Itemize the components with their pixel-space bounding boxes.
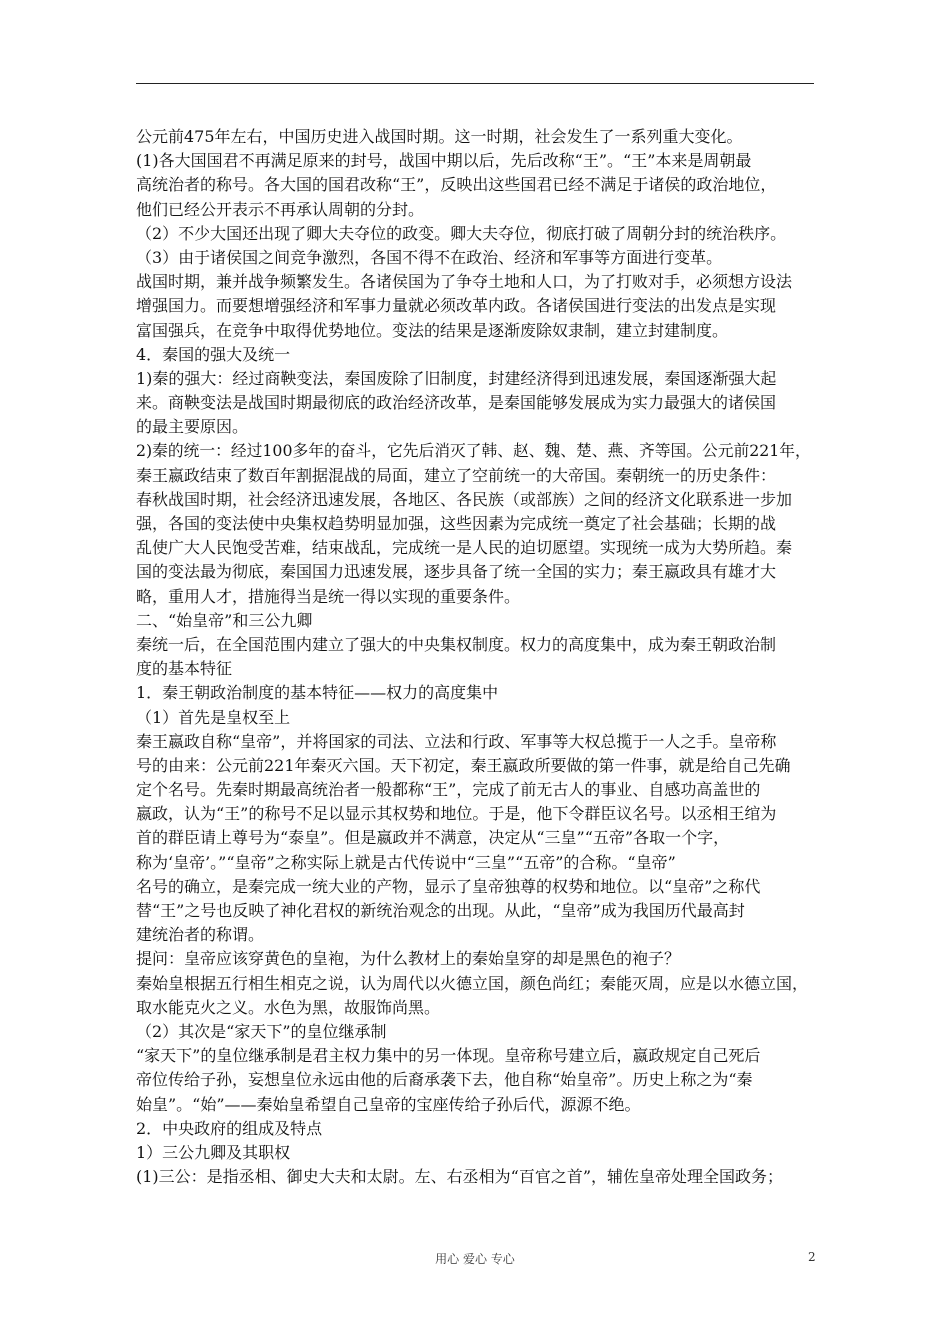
text-line: （3）由于诸侯国之间竞争激烈，各国不得不在政治、经济和军事等方面进行变革。 xyxy=(136,247,723,267)
text-line: 强，各国的变法使中央集权趋势明显加强，这些因素为完成统一奠定了社会基础；长期的战 xyxy=(136,514,777,533)
text-line: 称为‘皇帝’。”“皇帝”之称实际上就是古代传说中“三皇”“五帝”的合称。“皇帝” xyxy=(136,852,676,872)
text-line: 2)秦的统一：经过100多年的奋斗，它先后消灭了韩、赵、魏、楚、燕、齐等国。公元前221年， xyxy=(136,441,811,461)
text-line: 提问：皇帝应该穿黄色的皇袍，为什么教材上的秦始皇穿的却是黑色的袍子？ xyxy=(136,949,681,969)
text-line: 取水能克火之义。水色为黑，故服饰尚黑。 xyxy=(136,997,441,1017)
text-line: 国的变法最为彻底，秦国国力迅速发展，逐步具备了统一全国的实力；秦王嬴政具有雄才大 xyxy=(136,562,777,582)
footer-motto: 用心 爱心 专心 xyxy=(435,1252,515,1266)
text-line: 秦王嬴政结束了数百年割据混战的局面，建立了空前统一的大帝国。秦朝统一的历史条件： xyxy=(136,465,777,485)
text-line: （2）不少大国还出现了卿大夫夺位的政变。卿大夫夺位，彻底打破了周朝分封的统治秩序。 xyxy=(136,223,787,243)
text-line: 帝位传给子孙，妄想皇位永远由他的后裔承袭下去，他自称“始皇帝”。历史上称之为“秦 xyxy=(136,1070,753,1090)
text-line: 二、“始皇帝”和三公九卿 xyxy=(136,610,313,630)
text-line: 名号的确立，是秦完成一统大业的产物，显示了皇帝独尊的权势和地位。以“皇帝”之称代 xyxy=(136,876,761,896)
text-line: 始皇”。“始”——秦始皇希望自己皇帝的宝座传给子孙后代，源源不绝。 xyxy=(136,1094,641,1114)
document-body xyxy=(136,125,816,1189)
text-line: 度的基本特征 xyxy=(136,659,233,679)
text-line: 公元前475年左右，中国历史进入战国时期。这一时期，社会发生了一系列重大变化。 xyxy=(136,127,743,146)
text-line: 1．秦王朝政治制度的基本特征——权力的高度集中 xyxy=(136,683,499,703)
text-line: 秦王嬴政自称“皇帝”，并将国家的司法、立法和行政、军事等大权总揽于一人之手。皇帝称 xyxy=(136,731,777,751)
text-line: 4．秦国的强大及统一 xyxy=(136,344,291,364)
text-line: 增强国力。而要想增强经济和军事力量就必须改革内政。各诸侯国进行变法的出发点是实现 xyxy=(136,296,777,316)
text-line: 富国强兵，在竞争中取得优势地位。变法的结果是逐渐废除奴隶制，建立封建制度。 xyxy=(136,320,729,340)
header-rule xyxy=(136,83,814,84)
text-line: 定个名号。先秦时期最高统治者一般都称“王”，完成了前无古人的事业、自感功高盖世的 xyxy=(136,780,761,800)
text-line: 来。商鞅变法是战国时期最彻底的政治经济改革，是秦国能够发展成为实力最强大的诸侯国 xyxy=(136,393,777,413)
text-line: (1)三公：是指丞相、御史大夫和太尉。左、右丞相为“百官之首”，辅佐皇帝处理全国政务； xyxy=(136,1167,784,1187)
text-line: 秦统一后，在全国范围内建立了强大的中央集权制度。权力的高度集中，成为秦王朝政治制 xyxy=(136,634,777,654)
text-line: “家天下”的皇位继承制是君主权力集中的另一体现。皇帝称号建立后，嬴政规定自己死后 xyxy=(136,1046,761,1066)
text-line: 首的群臣请上尊号为“泰皇”。但是嬴政并不满意，决定从“三皇”“五帝”各取一个字， xyxy=(136,828,730,848)
text-line: （2）其次是“家天下”的皇位继承制 xyxy=(136,1021,387,1041)
text-line: 乱使广大人民饱受苦难，结束战乱，完成统一是人民的迫切愿望。实现统一成为大势所趋。秦 xyxy=(136,538,793,558)
text-line: (1)各大国国君不再满足原来的封号，战国中期以后，先后改称“王”。“王”本来是周朝最 xyxy=(136,151,752,171)
text-line: 高统治者的称号。各大国的国君改称“王”，反映出这些国君已经不满足于诸侯的政治地位， xyxy=(136,175,777,195)
text-line: 春秋战国时期，社会经济迅速发展，各地区、各民族（或部族）之间的经济文化联系进一步加 xyxy=(136,489,793,509)
text-line: 替“王”之号也反映了神化君权的新统治观念的出现。从此，“皇帝”成为我国历代最高封 xyxy=(136,901,745,920)
text-line: 的最主要原因。 xyxy=(136,417,249,437)
text-line: 嬴政，认为“王”的称号不足以显示其权势和地位。于是，他下令群臣议名号。以丞相王绾为 xyxy=(136,804,777,824)
text-line: 1)秦的强大：经过商鞅变法，秦国废除了旧制度，封建经济得到迅速发展，秦国逐渐强大起 xyxy=(136,368,777,388)
text-line: 1）三公九卿及其职权 xyxy=(136,1142,291,1162)
text-line: 2．中央政府的组成及特点 xyxy=(136,1118,323,1138)
text-line: 战国时期，兼并战争频繁发生。各诸侯国为了争夺土地和人口，为了打败对手，必须想方设法 xyxy=(136,272,793,292)
text-line: 他们已经公开表示不再承认周朝的分封。 xyxy=(136,199,425,219)
page-number: 2 xyxy=(808,1250,816,1264)
text-line: 号的由来：公元前221年秦灭六国。天下初定，秦王嬴政所要做的第一件事，就是给自己先确 xyxy=(136,755,791,775)
text-line: 建统治者的称谓。 xyxy=(136,925,265,945)
text-line: （1）首先是皇权至上 xyxy=(136,707,291,727)
text-line: 秦始皇根据五行相生相克之说，认为周代以火德立国，颜色尚红；秦能灭周，应是以水德立国， xyxy=(136,973,809,993)
text-line: 略，重用人才，措施得当是统一得以实现的重要条件。 xyxy=(136,586,521,606)
